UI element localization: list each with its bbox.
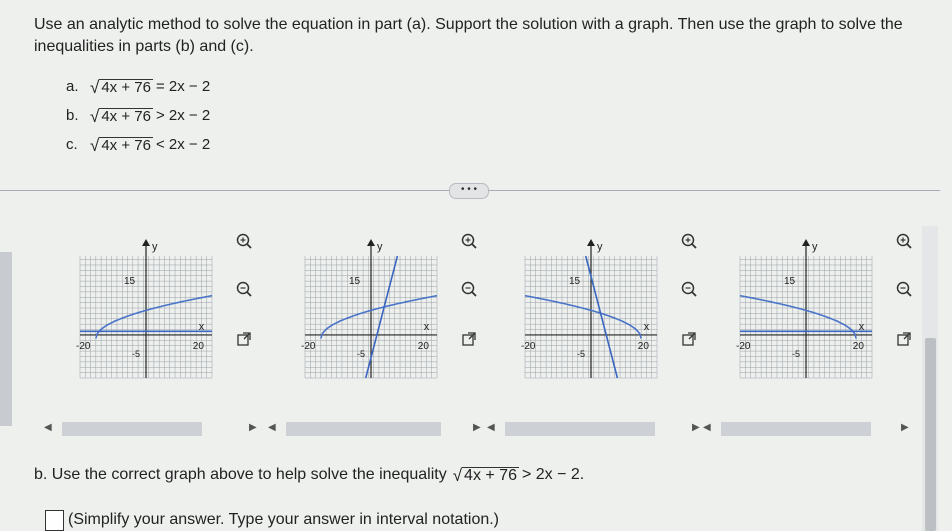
scroll-left-icon[interactable]: ◀: [703, 422, 711, 433]
y-tick-label: 15: [569, 276, 581, 288]
x-axis-label: x: [643, 320, 650, 333]
scroll-right-icon[interactable]: ▶: [901, 422, 909, 433]
radical: √ 4x + 76: [90, 106, 151, 126]
x-max-label: 20: [852, 340, 864, 352]
expand-dots-button[interactable]: • • •: [449, 183, 489, 199]
scroll-track[interactable]: [62, 422, 202, 436]
radicand: 4x + 76: [464, 467, 517, 484]
part-letter: a.: [66, 78, 79, 95]
x-axis-label: x: [858, 320, 865, 333]
graph-4-plot: [720, 228, 935, 388]
neg-y-tick-label: -5: [577, 348, 586, 359]
scroll-track[interactable]: [286, 422, 441, 436]
x-min-label: -20: [521, 340, 536, 352]
graph-option-4[interactable]: [720, 228, 935, 388]
neg-y-tick-label: -5: [792, 348, 801, 359]
x-max-label: 20: [637, 340, 649, 352]
popout-icon[interactable]: [895, 330, 913, 348]
graph-option-2[interactable]: [285, 228, 500, 388]
answer-hint: (Simplify your answer. Type your answer in interval notation.): [68, 511, 500, 528]
zoom-out-icon[interactable]: [460, 280, 478, 298]
scroll-track[interactable]: [505, 422, 655, 436]
part-b-rest: > 2x − 2.: [521, 466, 585, 483]
part-rest: = 2x − 2: [155, 78, 211, 95]
graph-2-plot: [285, 228, 500, 388]
y-tick-label: 15: [124, 276, 136, 288]
scroll-right-icon[interactable]: ▶: [249, 422, 257, 433]
graph-3-hscroll[interactable]: [487, 422, 712, 436]
radicand: 4x + 76: [101, 136, 151, 154]
x-axis-label: x: [423, 320, 430, 333]
y-axis-label: y: [812, 241, 818, 253]
x-min-label: -20: [301, 340, 316, 352]
radical: √ 4x + 76: [90, 135, 151, 155]
scroll-track[interactable]: [721, 422, 871, 436]
question-prompt: Use an analytic method to solve the equation in part (a). Support the solution with a graph. Then use the graph to solve the inequalities in parts (b) and (c).: [34, 16, 903, 55]
radicand: 4x + 76: [101, 78, 151, 96]
scroll-left-icon[interactable]: ◀: [268, 422, 276, 433]
graph-3-plot: [505, 228, 720, 388]
part-a: [66, 78, 210, 95]
zoom-in-icon[interactable]: [235, 232, 253, 250]
scroll-left-icon[interactable]: ◀: [487, 422, 495, 433]
neg-y-tick-label: -5: [132, 348, 141, 359]
left-edge-bar: [0, 252, 12, 426]
scroll-right-icon[interactable]: ▶: [692, 422, 700, 433]
zoom-in-icon[interactable]: [460, 232, 478, 250]
part-b-item: [66, 107, 210, 124]
radicand: 4x + 76: [101, 107, 151, 125]
part-c-item: [66, 136, 210, 153]
graph-1-hscroll[interactable]: [44, 422, 269, 436]
part-letter: b.: [66, 107, 79, 124]
y-tick-label: 15: [784, 276, 796, 288]
y-axis-label: y: [597, 241, 603, 253]
part-letter: c.: [66, 136, 78, 153]
answer-input[interactable]: [45, 510, 64, 531]
zoom-out-icon[interactable]: [235, 280, 253, 298]
part-rest: > 2x − 2: [155, 107, 211, 124]
x-min-label: -20: [736, 340, 751, 352]
zoom-in-icon[interactable]: [895, 232, 913, 250]
popout-icon[interactable]: [235, 330, 253, 348]
radical: √ 4x + 76: [90, 77, 151, 97]
neg-y-tick-label: -5: [357, 348, 366, 359]
part-b-question: [34, 466, 584, 484]
radical: √ 4x + 76: [452, 466, 517, 485]
popout-icon[interactable]: [680, 330, 698, 348]
scroll-right-icon[interactable]: ▶: [473, 422, 481, 433]
zoom-out-icon[interactable]: [895, 280, 913, 298]
y-axis-label: y: [152, 241, 158, 253]
x-max-label: 20: [417, 340, 429, 352]
graph-option-3[interactable]: [505, 228, 720, 388]
popout-icon[interactable]: [460, 330, 478, 348]
graph-option-1[interactable]: [60, 228, 275, 388]
part-b-lead: b. Use the correct graph above to help solve the inequality: [34, 466, 447, 483]
zoom-in-icon[interactable]: [680, 232, 698, 250]
graph-2-hscroll[interactable]: [268, 422, 493, 436]
part-rest: < 2x − 2: [155, 136, 211, 153]
scroll-left-icon[interactable]: ◀: [44, 422, 52, 433]
y-axis-label: y: [377, 241, 383, 253]
x-max-label: 20: [192, 340, 204, 352]
x-axis-label: x: [198, 320, 205, 333]
zoom-out-icon[interactable]: [680, 280, 698, 298]
graph-4-hscroll[interactable]: [703, 422, 918, 436]
y-tick-label: 15: [349, 276, 361, 288]
graph-1-plot: [60, 228, 275, 388]
x-min-label: -20: [76, 340, 91, 352]
